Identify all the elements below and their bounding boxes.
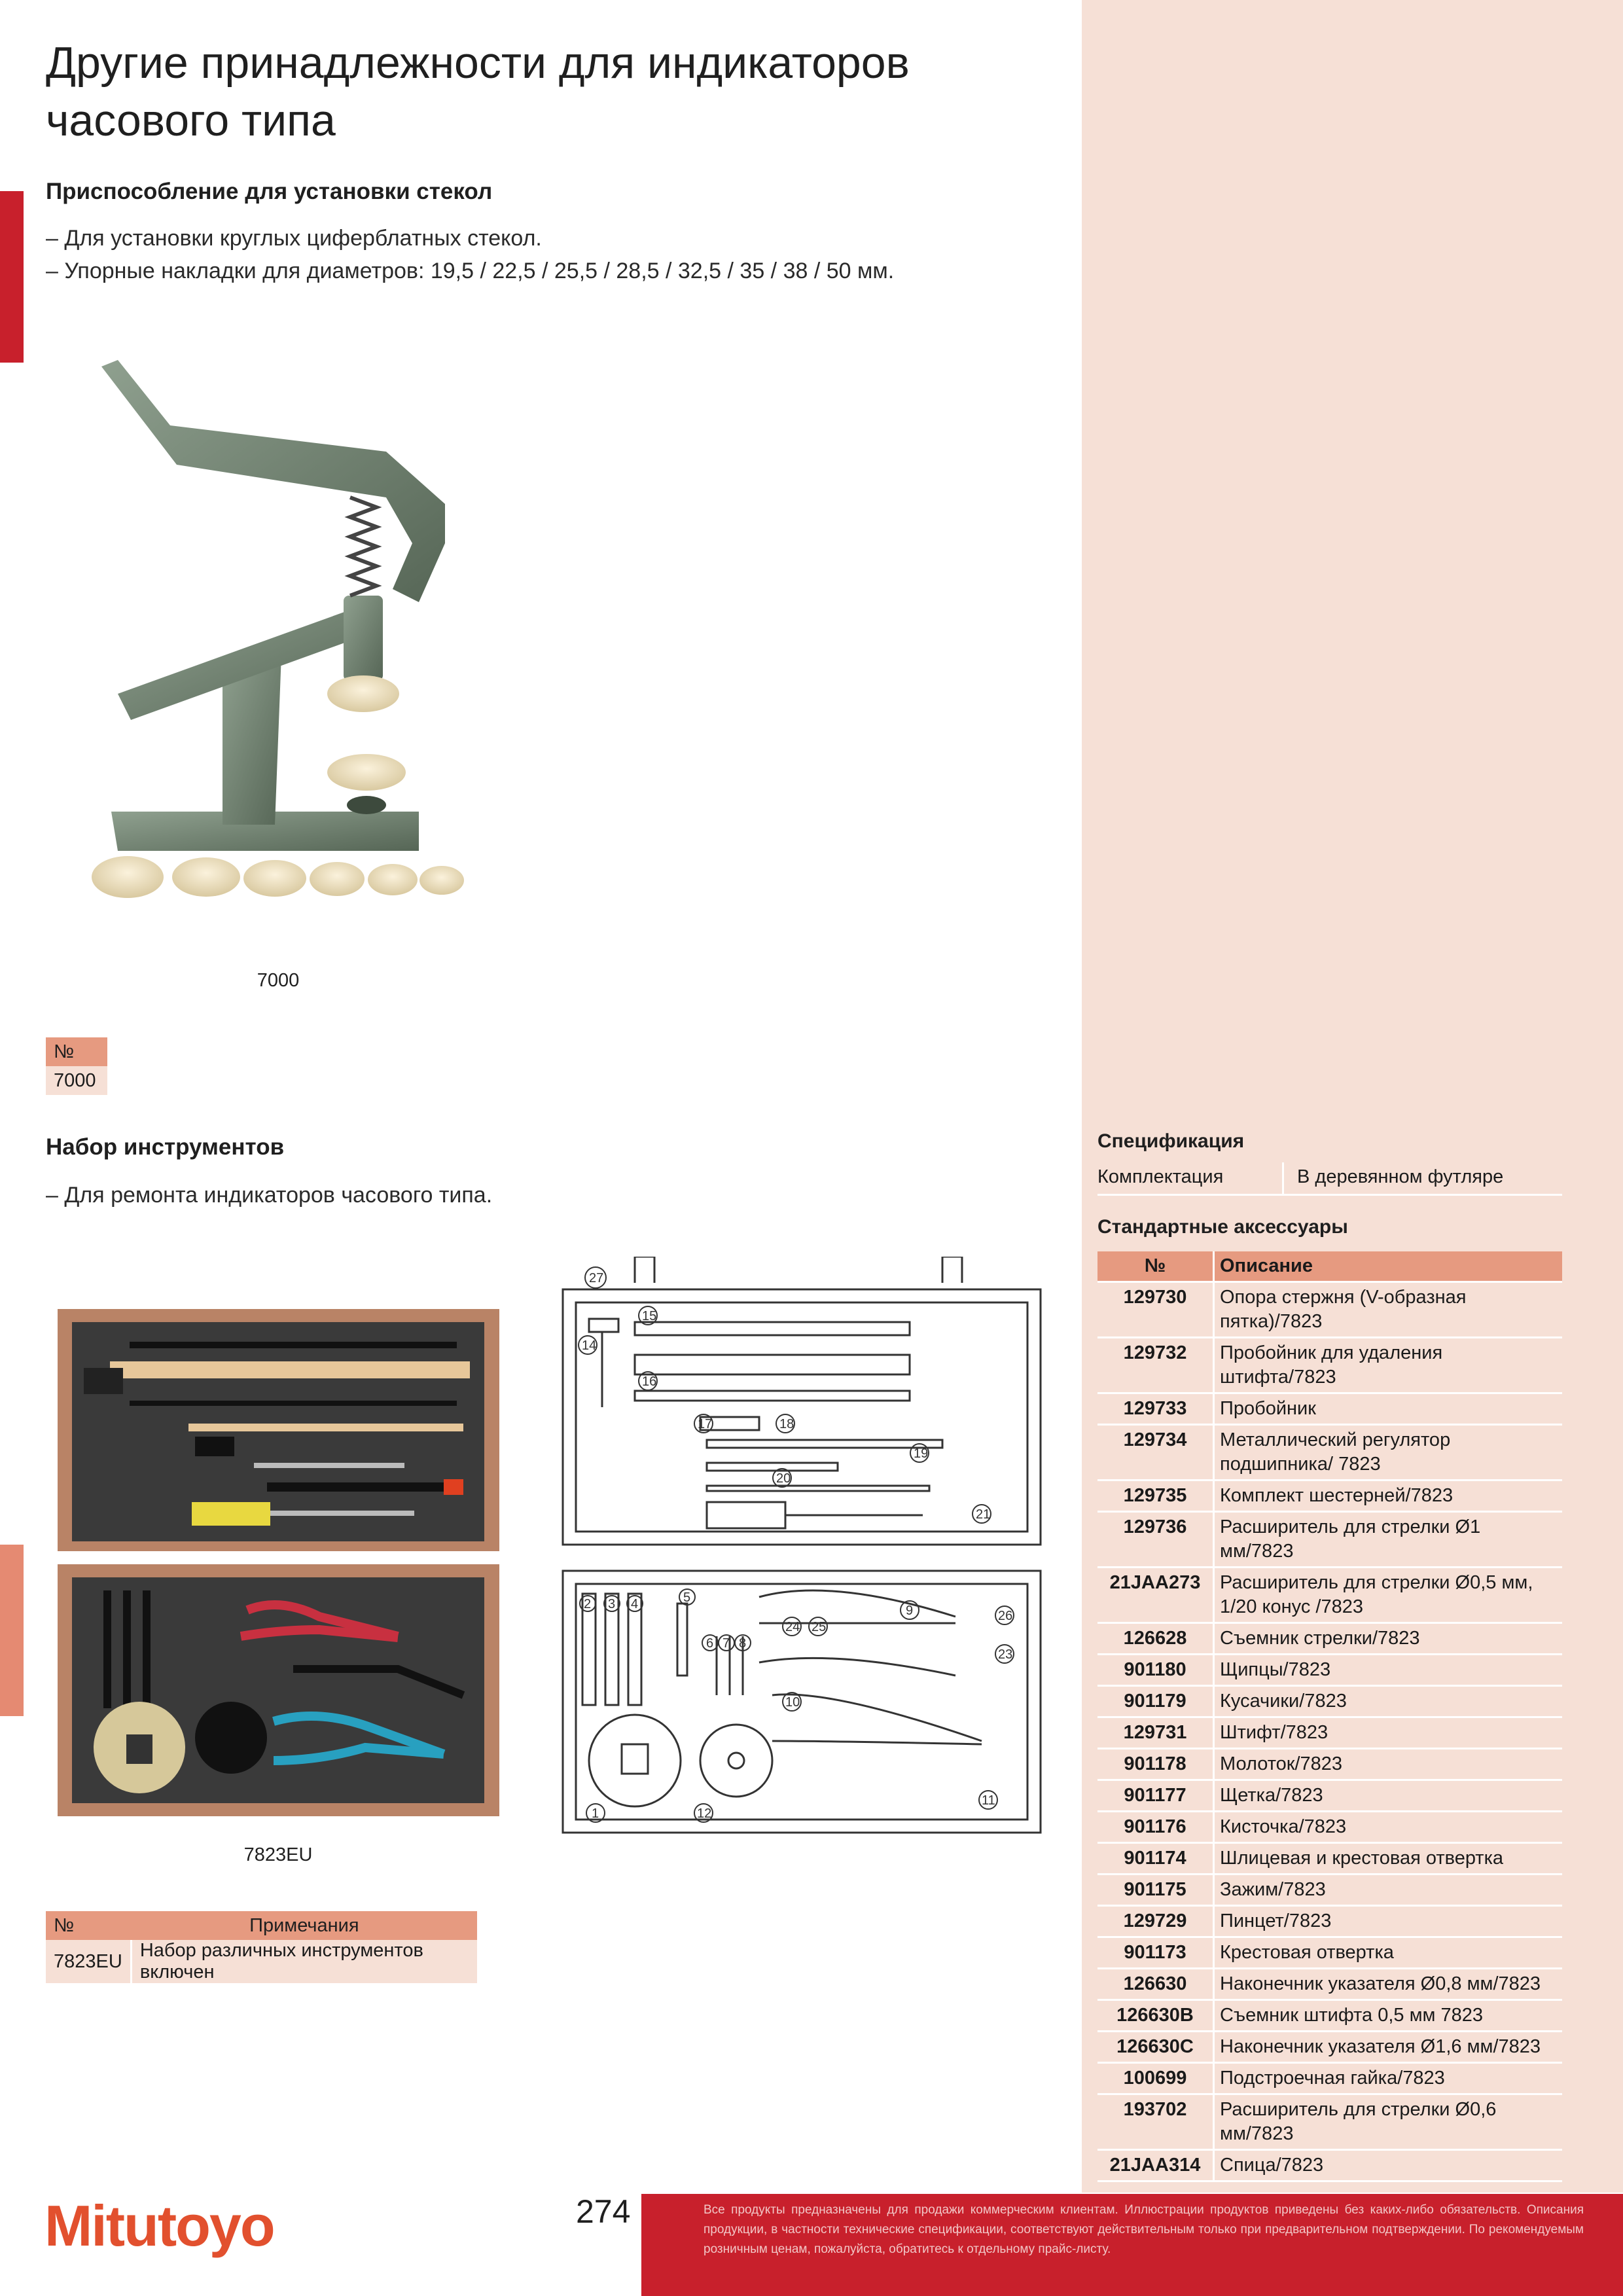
section1-bullet-1: – Для установки круглых циферблатных стекол. [46, 226, 542, 251]
diagram-label: 19 [914, 1446, 929, 1461]
tool-kit-caption: 7823EU [243, 1844, 313, 1865]
diagram-label: 12 [697, 1806, 712, 1821]
accessory-description: Штифт/7823 [1214, 1717, 1563, 1749]
diagram-label: 17 [698, 1417, 713, 1431]
diagram-label: 25 [812, 1620, 827, 1634]
accessory-number: 901180 [1097, 1655, 1214, 1686]
table-header-no: № [46, 1037, 107, 1066]
diagram-label: 16 [642, 1374, 657, 1389]
glass-press-image [79, 353, 524, 923]
table-header-no: № [46, 1911, 131, 1940]
accessory-number: 129731 [1097, 1717, 1214, 1749]
accessory-number: 129735 [1097, 1480, 1214, 1512]
table-row [1097, 1686, 1562, 1717]
section2-bullet-1: – Для ремонта индикаторов часового типа. [46, 1183, 493, 1208]
table-cell-no: 7000 [46, 1066, 107, 1095]
accessory-number: 129736 [1097, 1512, 1214, 1568]
diagram-label: 1 [592, 1806, 599, 1821]
table-row [1097, 1655, 1562, 1686]
accessory-number: 193702 [1097, 2094, 1214, 2150]
diagram-label: 24 [785, 1620, 800, 1634]
accessory-description: Спица/7823 [1214, 2150, 1563, 2181]
section2-heading: Набор инструментов [46, 1134, 285, 1160]
mitutoyo-logo: Mitutoyo [45, 2193, 274, 2258]
table-row [1097, 2063, 1562, 2094]
accessory-number: 100699 [1097, 2063, 1214, 2094]
table-row [1097, 1568, 1562, 1623]
diagram-label: 10 [785, 1695, 800, 1710]
accessory-description: Щипцы/7823 [1214, 1655, 1563, 1686]
accessory-number: 129729 [1097, 1906, 1214, 1937]
page-number: 274 [576, 2193, 631, 2230]
table-cell-notes: Набор различных инструментов включен [131, 1940, 477, 1983]
diagram-label: 11 [982, 1793, 995, 1808]
accessory-number: 129733 [1097, 1393, 1214, 1425]
accessory-description: Пинцет/7823 [1214, 1906, 1563, 1937]
accessory-number: 21JAA273 [1097, 1568, 1214, 1623]
spec-row [1097, 1162, 1562, 1196]
tool-kit-image [58, 1302, 503, 1820]
accessory-description: Пробойник [1214, 1393, 1563, 1425]
diagram-label: 4 [631, 1597, 639, 1611]
accessory-description: Молоток/7823 [1214, 1749, 1563, 1780]
accessory-description: Зажим/7823 [1214, 1874, 1563, 1906]
table-row [1097, 1425, 1562, 1480]
accessory-description: Расширитель для стрелки Ø0,6 мм/7823 [1214, 2094, 1563, 2150]
diagram-label: 7 [722, 1636, 730, 1651]
diagram-label: 5 [683, 1590, 691, 1605]
section-marker-salmon [0, 1545, 24, 1716]
glass-press-table [46, 1037, 107, 1095]
accessory-number: 901175 [1097, 1874, 1214, 1906]
accessories-title: Стандартные аксессуары [1097, 1216, 1348, 1238]
accessory-description: Съемник стрелки/7823 [1214, 1623, 1563, 1655]
accessory-number: 901173 [1097, 1937, 1214, 1969]
section-marker-red [0, 191, 24, 363]
diagram-label: 6 [706, 1636, 714, 1651]
table-row [1097, 1623, 1562, 1655]
glass-press-caption: 7000 [257, 970, 300, 991]
diagram-label: 26 [998, 1609, 1013, 1623]
table-row [1097, 1812, 1562, 1843]
accessory-description: Пробойник для удаления штифта/7823 [1214, 1338, 1563, 1393]
accessory-number: 129734 [1097, 1425, 1214, 1480]
diagram-label: 21 [976, 1507, 991, 1522]
table-row [1097, 2032, 1562, 2063]
spec-divider [1282, 1162, 1284, 1194]
accessory-description: Опора стержня (V-образная пятка)/7823 [1214, 1282, 1563, 1338]
accessory-description: Наконечник указателя Ø0,8 мм/7823 [1214, 1969, 1563, 2000]
table-header-notes: Примечания [131, 1911, 477, 1940]
table-row [1097, 1780, 1562, 1812]
diagram-label: 8 [739, 1636, 747, 1651]
table-row [1097, 1749, 1562, 1780]
accessory-number: 129732 [1097, 1338, 1214, 1393]
accessory-description: Шлицевая и крестовая отвертка [1214, 1843, 1563, 1874]
table-header-no: № [1097, 1251, 1214, 1282]
accessory-description: Крестовая отвертка [1214, 1937, 1563, 1969]
diagram-label: 15 [642, 1309, 657, 1323]
accessories-table [1097, 1251, 1562, 2182]
table-row [1097, 1874, 1562, 1906]
diagram-label: 18 [779, 1417, 794, 1431]
accessory-number: 901176 [1097, 1812, 1214, 1843]
accessory-description: Наконечник указателя Ø1,6 мм/7823 [1214, 2032, 1563, 2063]
diagram-label: 14 [582, 1338, 597, 1353]
accessory-number: 129730 [1097, 1282, 1214, 1338]
table-row [1097, 2094, 1562, 2150]
footer-disclaimer: Все продукты предназначены для продажи коммерческим клиентам. Иллюстрации продуктов приведены без каких-либо обязательств. Описания продукции, в частности технические спецификации, соответствуют действительным только при предварительном подтверждении. По рекомендуемым розничным ценам, пожалуйста, обратитесь к отдельному прайс-листу. [704, 2203, 1584, 2256]
table-row [1097, 2150, 1562, 2181]
diagram-label: 23 [998, 1647, 1013, 1662]
section1-heading: Приспособление для установки стекол [46, 179, 493, 204]
table-row [1097, 2000, 1562, 2032]
table-row [1097, 1338, 1562, 1393]
diagram-label: 9 [906, 1604, 914, 1618]
table-row [1097, 1906, 1562, 1937]
table-cell-no: 7823EU [46, 1940, 131, 1983]
accessory-number: 901179 [1097, 1686, 1214, 1717]
tool-kit-table [46, 1911, 477, 1983]
diagram-label: 20 [776, 1471, 791, 1486]
accessory-number: 901178 [1097, 1749, 1214, 1780]
table-row [1097, 1843, 1562, 1874]
diagram-label: 2 [584, 1597, 592, 1611]
accessory-description: Подстроечная гайка/7823 [1214, 2063, 1563, 2094]
accessory-description: Съемник штифта 0,5 мм 7823 [1214, 2000, 1563, 2032]
accessory-description: Кисточка/7823 [1214, 1812, 1563, 1843]
accessory-description: Комплект шестерней/7823 [1214, 1480, 1563, 1512]
table-row [1097, 1512, 1562, 1568]
accessory-number: 126630 [1097, 1969, 1214, 2000]
table-row [1097, 1480, 1562, 1512]
table-row [1097, 1969, 1562, 2000]
table-row [1097, 1282, 1562, 1338]
spec-title: Спецификация [1097, 1130, 1245, 1152]
accessory-number: 126630C [1097, 2032, 1214, 2063]
page-title: Другие принадлежности для индикаторов часового типа [46, 38, 910, 145]
accessory-description: Расширитель для стрелки Ø0,5 мм, 1/20 конус /7823 [1214, 1568, 1563, 1623]
tool-kit-diagram [556, 1257, 1047, 1846]
accessory-number: 21JAA314 [1097, 2150, 1214, 2181]
accessory-description: Расширитель для стрелки Ø1 мм/7823 [1214, 1512, 1563, 1568]
table-row [1097, 1717, 1562, 1749]
accessory-number: 901177 [1097, 1780, 1214, 1812]
table-row [1097, 1937, 1562, 1969]
table-row [1097, 1393, 1562, 1425]
spec-label: Комплектация [1097, 1166, 1224, 1187]
accessory-number: 126630B [1097, 2000, 1214, 2032]
accessory-number: 901174 [1097, 1843, 1214, 1874]
table-header-description: Описание [1214, 1251, 1563, 1282]
accessory-description: Кусачики/7823 [1214, 1686, 1563, 1717]
spec-value: В деревянном футляре [1297, 1166, 1504, 1187]
diagram-label: 27 [589, 1271, 604, 1285]
diagram-label: 3 [608, 1597, 616, 1611]
accessory-description: Металлический регулятор подшипника/ 7823 [1214, 1425, 1563, 1480]
accessory-number: 126628 [1097, 1623, 1214, 1655]
accessory-description: Щетка/7823 [1214, 1780, 1563, 1812]
section1-bullet-2: – Упорные накладки для диаметров: 19,5 / 22,5 / 25,5 / 28,5 / 32,5 / 35 / 38 / 50 мм. [46, 259, 895, 283]
